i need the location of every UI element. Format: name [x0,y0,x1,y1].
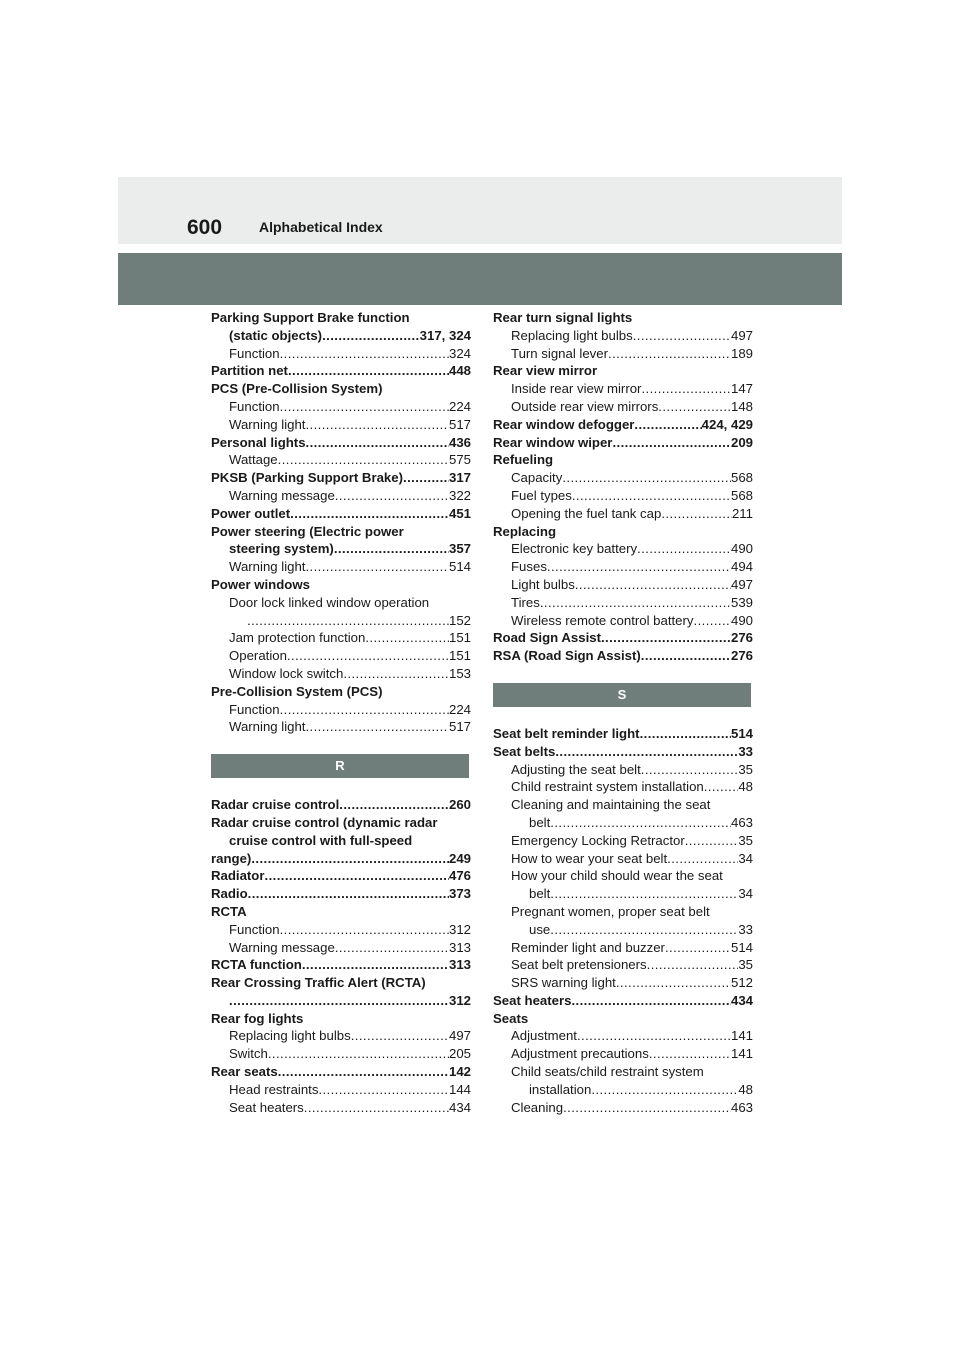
index-subentry [493,558,753,576]
dot-leader [641,647,731,665]
page-reference: 448 [448,363,471,379]
entry-text: Cleaning [511,1099,564,1115]
page-reference: 514 [730,725,753,741]
index-subentry: How your child should wear the seat [511,868,723,884]
index-subentry [211,487,471,505]
entry-text: RSA (Road Sign Assist) [493,648,641,664]
index-entry [493,992,753,1010]
entry-text: Seat belt pretensioners [511,957,647,973]
index-subentry [211,647,471,665]
dot-leader [248,885,449,903]
dot-leader [572,487,731,505]
page-reference: 48 [738,1081,753,1097]
page-reference: 434 [448,1099,471,1115]
page-reference: 35 [738,761,753,777]
entry-text: Warning light [229,559,306,575]
entry-text: Operation [229,648,287,664]
index-subentry [211,939,471,957]
dot-leader [601,629,731,647]
index-column-right [493,309,753,1116]
dot-leader [685,832,739,850]
dot-leader [591,1081,738,1099]
entry-text: Window lock switch [229,665,344,681]
index-subentry [493,1045,753,1063]
index-entry [211,796,471,814]
entry-text: RCTA function [211,957,302,973]
index-subentry [493,850,753,868]
page-reference: 147 [730,381,753,397]
entry-text: Function [229,345,280,361]
page-reference: 144 [448,1081,471,1097]
entry-text: Head restraints [229,1081,319,1097]
dot-leader [278,1063,449,1081]
dot-leader [343,665,449,683]
index-subentry: Pregnant women, proper seat belt [511,903,710,919]
entry-text: Seat heaters [493,992,572,1008]
dot-leader [280,921,449,939]
dot-leader [278,451,449,469]
entry-text: Function [229,921,280,937]
page-reference: 497 [730,327,753,343]
entry-text: (static objects) [229,327,323,343]
index-subentry [211,1045,471,1063]
index-entry: Power windows [211,576,310,592]
dot-leader [229,992,449,1010]
index-subentry [493,814,753,832]
index-entry: Rear Crossing Traffic Alert (RCTA) [211,975,426,991]
page-reference: 451 [448,505,471,521]
entry-text: Adjustment precautions [511,1046,649,1062]
page-reference: 205 [448,1046,471,1062]
entry-text: Seat heaters [229,1099,304,1115]
entry-text: Replacing light bulbs [511,327,633,343]
index-subentry [211,345,471,363]
page-reference: 575 [448,452,471,468]
page-reference: 324 [448,345,471,361]
dot-leader [403,469,449,487]
dot-leader [612,434,731,452]
entry-text: Adjustment [511,1028,577,1044]
dot-leader [649,1045,731,1063]
index-subentry [493,327,753,345]
index-entry [493,416,753,434]
index-entry [211,362,471,380]
entry-text: Tires [511,594,540,610]
index-entry: Power steering (Electric power [211,523,404,539]
page-reference: 276 [730,648,753,664]
index-subentry: Door lock linked window operation [229,594,430,610]
page-reference: 313 [448,939,471,955]
index-subentry [493,612,753,630]
dot-leader [247,612,449,630]
index-entry [211,867,471,885]
page-reference: 312 [448,992,471,1008]
dot-leader [667,850,738,868]
page-reference: 436 [448,434,471,450]
dot-leader [280,398,449,416]
index-entry: Replacing [493,523,557,539]
index-entry [493,647,753,665]
index-subentry [493,921,753,939]
entry-text: range) [211,850,252,866]
page-reference: 514 [448,559,471,575]
dot-leader [563,1099,731,1117]
index-entry [493,434,753,452]
dot-leader [704,778,739,796]
index-entry [211,434,471,452]
page-reference: 512 [730,975,753,991]
dot-leader [634,416,701,434]
dot-leader [268,1045,449,1063]
page-reference: 490 [730,612,753,628]
index-entry: cruise control with full-speed [229,832,413,848]
index-subentry [493,345,753,363]
index-subentry [211,1081,471,1099]
page-reference: 322 [448,487,471,503]
index-entry: Rear view mirror [493,363,598,379]
page-reference: 568 [730,487,753,503]
index-entry [211,1063,471,1081]
entry-text: Warning light [229,719,306,735]
index-subentry [211,921,471,939]
index-entry: PCS (Pre-Collision System) [211,381,383,397]
index-subentry [493,974,753,992]
index-entry [211,540,471,558]
dot-leader [641,761,739,779]
dot-leader [280,345,449,363]
index-entry [211,327,471,345]
entry-text: Warning light [229,416,306,432]
index-entry [493,743,753,761]
index-entry: Refueling [493,452,554,468]
dot-leader [304,1099,449,1117]
index-entry [211,505,471,523]
entry-text: Road Sign Assist [493,630,601,646]
entry-text: Warning message [229,939,335,955]
page-reference: 463 [730,814,753,830]
page-reference: 224 [448,701,471,717]
page-reference: 48 [738,779,753,795]
entry-text: Rear window wiper [493,434,613,450]
page-reference: 260 [448,797,471,813]
index-subentry [211,665,471,683]
page-reference: 312 [448,921,471,937]
page-reference: 151 [448,648,471,664]
dot-leader [339,796,449,814]
dot-leader [334,540,449,558]
entry-text: use [529,921,551,937]
entry-text: Radar cruise control [211,797,340,813]
dot-leader [265,867,449,885]
entry-text: Emergency Locking Retractor [511,832,685,848]
dot-leader [365,629,449,647]
dot-leader [562,469,731,487]
dot-leader [647,956,739,974]
index-subentry [493,778,753,796]
page-reference: 424, 429 [701,416,753,432]
index-entry [211,850,471,868]
index-subentry [493,398,753,416]
index-subentry [493,469,753,487]
dot-leader [302,956,449,974]
index-subentry [211,629,471,647]
dot-leader [571,992,731,1010]
index-entry [211,992,471,1010]
dot-leader [633,327,731,345]
entry-text: Radiator [211,868,265,884]
dot-leader [540,594,731,612]
index-letter-heading: S [493,683,751,707]
dot-leader [251,850,449,868]
index-entry [493,629,753,647]
entry-text: Outside rear view mirrors [511,398,659,414]
page-reference: 189 [730,345,753,361]
entry-text: installation [529,1081,592,1097]
page-reference: 151 [448,630,471,646]
index-subentry [211,416,471,434]
index-subentry [211,718,471,736]
dot-leader [305,718,449,736]
page-reference: 34 [738,850,753,866]
entry-text: Warning message [229,487,335,503]
entry-text: Replacing light bulbs [229,1028,351,1044]
entry-text: steering system) [229,541,334,557]
dot-leader [290,505,449,523]
entry-text: Fuses [511,559,547,575]
index-letter-heading: R [211,754,469,778]
page-reference: 211 [731,505,753,521]
page-reference: 276 [730,630,753,646]
index-column-left [211,309,471,1116]
index-entry: Pre-Collision System (PCS) [211,683,383,699]
dot-leader [555,743,738,761]
page-reference: 434 [730,992,753,1008]
page-reference: 568 [730,470,753,486]
page-reference: 34 [738,886,753,902]
page-reference: 357 [448,541,471,557]
page-reference: 35 [738,832,753,848]
index-subentry [493,1027,753,1045]
index-subentry [493,487,753,505]
dot-leader [608,345,731,363]
index-entry: Rear turn signal lights [493,310,633,325]
index-subentry [493,761,753,779]
index-subentry [211,1027,471,1045]
page-reference: 249 [448,850,471,866]
entry-text: Opening the fuel tank cap [511,505,662,521]
dot-leader [288,362,449,380]
page-reference: 152 [448,612,471,628]
dot-leader [658,398,731,416]
page-reference: 517 [448,416,471,432]
page-reference: 33 [738,921,753,937]
index-subentry [211,558,471,576]
index-subentry [493,380,753,398]
entry-text: PKSB (Parking Support Brake) [211,470,403,486]
index-subentry: Cleaning and maintaining the seat [511,797,711,813]
index-entry: Parking Support Brake function [211,310,410,325]
section-title: Alphabetical Index [259,219,383,235]
dot-leader [305,558,449,576]
entry-text: Child restraint system installation [511,779,704,795]
entry-text: Inside rear view mirror [511,381,642,397]
page-reference: 224 [448,398,471,414]
entry-text: Seat belt reminder light [493,725,640,741]
dot-leader [547,558,731,576]
page-reference: 497 [730,576,753,592]
page-reference: 317 [448,470,471,486]
dot-leader [318,1081,449,1099]
entry-text: Turn signal lever [511,345,608,361]
entry-text: Fuel types [511,487,572,503]
header-bar [118,177,842,244]
page-reference: 517 [448,719,471,735]
entry-text: Switch [229,1046,268,1062]
dot-leader [640,725,731,743]
entry-text: belt [529,814,551,830]
page-reference: 317, 324 [419,327,471,343]
page-reference: 35 [738,957,753,973]
entry-text: Reminder light and buzzer [511,939,665,955]
index-subentry: Child seats/child restraint system [511,1064,704,1080]
page-reference: 153 [448,665,471,681]
entry-text: Partition net [211,363,288,379]
index-entry: Seats [493,1010,529,1026]
index-subentry [493,576,753,594]
page-reference: 539 [730,594,753,610]
index-entry [211,469,471,487]
page-reference: 142 [448,1064,471,1080]
dot-leader [575,576,731,594]
dot-leader [550,885,738,903]
dot-leader [637,540,731,558]
entry-text: belt [529,886,551,902]
page-reference: 141 [730,1046,753,1062]
index-entry [211,885,471,903]
page-reference: 373 [448,886,471,902]
index-subentry [493,540,753,558]
entry-text: Power outlet [211,505,291,521]
page-reference: 313 [448,957,471,973]
page-reference: 141 [730,1028,753,1044]
index-subentry [493,1099,753,1117]
index-subentry [493,832,753,850]
entry-text: SRS warning light [511,975,616,991]
dot-leader [306,434,449,452]
index-entry [493,725,753,743]
entry-text: Adjusting the seat belt [511,761,641,777]
page-number: 600 [187,216,223,239]
entry-text: Light bulbs [511,576,575,592]
dot-leader [550,814,731,832]
index-subentry [493,594,753,612]
index-subentry [211,451,471,469]
index-entry [211,956,471,974]
entry-text: How to wear your seat belt [511,850,668,866]
index-subentry [493,1081,753,1099]
page-reference: 490 [730,541,753,557]
index-subentry [493,885,753,903]
index-subentry [493,939,753,957]
dot-leader [641,380,731,398]
dot-leader [280,701,449,719]
dot-leader [616,974,731,992]
entry-text: Rear seats [211,1064,278,1080]
entry-text: Electronic key battery [511,541,638,557]
page-reference: 148 [730,398,753,414]
header-band [118,253,842,305]
index-entry: RCTA [211,903,247,919]
index-subentry [493,956,753,974]
page-reference: 497 [448,1028,471,1044]
dot-leader [665,939,731,957]
page-reference: 33 [738,743,753,759]
entry-text: Seat belts [493,743,556,759]
index-subentry [211,1099,471,1117]
page-reference: 514 [730,939,753,955]
page-reference: 476 [448,868,471,884]
index-entry: Radar cruise control (dynamic radar [211,814,438,830]
entry-text: Wattage [229,452,278,468]
index-subentry [211,612,471,630]
page-reference: 463 [730,1099,753,1115]
entry-text: Wireless remote control battery [511,612,694,628]
dot-leader [287,647,449,665]
dot-leader [550,921,738,939]
dot-leader [694,612,731,630]
dot-leader [322,327,420,345]
index-subentry [493,505,753,523]
entry-text: Rear window defogger [493,416,635,432]
dot-leader [305,416,449,434]
entry-text: Jam protection function [229,630,366,646]
dot-leader [351,1027,449,1045]
entry-text: Function [229,701,280,717]
index-subentry [211,398,471,416]
dot-leader [661,505,732,523]
entry-text: Radio [211,886,248,902]
entry-text: Personal lights [211,434,306,450]
index-entry: Rear fog lights [211,1010,304,1026]
dot-leader [335,939,449,957]
dot-leader [577,1027,731,1045]
page-reference: 494 [730,559,753,575]
dot-leader [335,487,449,505]
page-reference: 209 [730,434,753,450]
entry-text: Function [229,398,280,414]
index-subentry [211,701,471,719]
entry-text: Capacity [511,470,563,486]
